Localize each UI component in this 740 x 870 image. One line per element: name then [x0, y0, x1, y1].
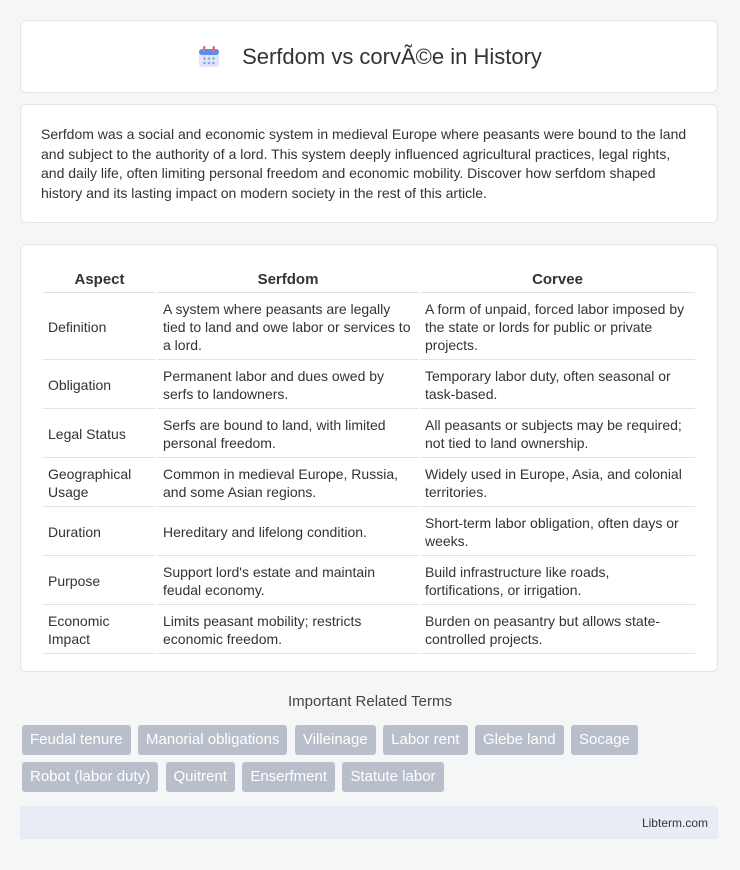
related-term-tag[interactable]: Glebe land — [475, 725, 564, 755]
table-row — [43, 295, 695, 360]
cell-serfdom: Common in medieval Europe, Russia, and some Asian regions. — [158, 460, 418, 507]
header-corvee: Corvee — [420, 267, 695, 293]
cell-corvee: A form of unpaid, forced labor imposed by the state or lords for public or private projects. — [420, 295, 695, 360]
cell-corvee: Build infrastructure like roads, fortifications, or irrigation. — [420, 558, 695, 605]
cell-corvee: Burden on peasantry but allows state-controlled projects. — [420, 607, 695, 654]
table-header-row — [43, 267, 695, 293]
related-term-tag[interactable]: Villeinage — [295, 725, 376, 755]
related-term-tag[interactable]: Feudal tenure — [22, 725, 131, 755]
related-term-tag[interactable]: Statute labor — [342, 762, 443, 792]
header-aspect: Aspect — [43, 267, 156, 293]
related-terms-heading: Important Related Terms — [288, 693, 452, 710]
cell-aspect: Legal Status — [43, 411, 156, 458]
table-row — [43, 362, 695, 409]
footer-site-link[interactable]: Libterm.com — [641, 815, 708, 830]
table-row — [43, 607, 695, 654]
cell-serfdom: A system where peasants are legally tied to land and owe labor or services to a lord. — [158, 295, 418, 360]
cell-aspect: Duration — [43, 509, 156, 556]
title-card — [20, 20, 718, 93]
related-term-tag[interactable]: Enserfment — [242, 762, 335, 792]
footer — [20, 806, 718, 839]
comparison-table — [41, 265, 697, 656]
cell-corvee: Temporary labor duty, often seasonal or task-based. — [420, 362, 695, 409]
related-terms-list — [22, 725, 722, 799]
related-term-tag[interactable]: Quitrent — [166, 762, 235, 792]
cell-serfdom: Support lord's estate and maintain feudal economy. — [158, 558, 418, 605]
cell-serfdom: Limits peasant mobility; restricts economic freedom. — [158, 607, 418, 654]
cell-aspect: Definition — [43, 295, 156, 360]
table-row — [43, 460, 695, 507]
calendar-icon — [196, 44, 222, 70]
comparison-card — [20, 244, 718, 672]
cell-corvee: Widely used in Europe, Asia, and colonial territories. — [420, 460, 695, 507]
cell-aspect: Economic Impact — [43, 607, 156, 654]
intro-card — [20, 104, 718, 223]
cell-serfdom: Serfs are bound to land, with limited personal freedom. — [158, 411, 418, 458]
header-serfdom: Serfdom — [158, 267, 418, 293]
related-term-tag[interactable]: Labor rent — [383, 725, 467, 755]
page-title: Serfdom vs corvÃ©e in History — [242, 43, 542, 69]
cell-aspect: Purpose — [43, 558, 156, 605]
cell-corvee: All peasants or subjects may be required; not tied to land ownership. — [420, 411, 695, 458]
table-row — [43, 509, 695, 556]
table-row — [43, 411, 695, 458]
cell-aspect: Obligation — [43, 362, 156, 409]
cell-aspect: Geographical Usage — [43, 460, 156, 507]
related-term-tag[interactable]: Robot (labor duty) — [22, 762, 158, 792]
cell-corvee: Short-term labor obligation, often days or weeks. — [420, 509, 695, 556]
table-row — [43, 558, 695, 605]
cell-serfdom: Hereditary and lifelong condition. — [158, 509, 418, 556]
related-term-tag[interactable]: Socage — [571, 725, 638, 755]
related-term-tag[interactable]: Manorial obligations — [138, 725, 287, 755]
intro-text: Serfdom was a social and economic system in medieval Europe where peasants were bound to the land and subject to the authority of a lord. This system deeply influenced agricultural practices, legal rights, and daily life, often limiting personal freedom and economic mobility. Discover how serfdom shaped history and its lasting impact on modern society in the rest of this article. — [41, 126, 687, 201]
cell-serfdom: Permanent labor and dues owed by serfs to landowners. — [158, 362, 418, 409]
